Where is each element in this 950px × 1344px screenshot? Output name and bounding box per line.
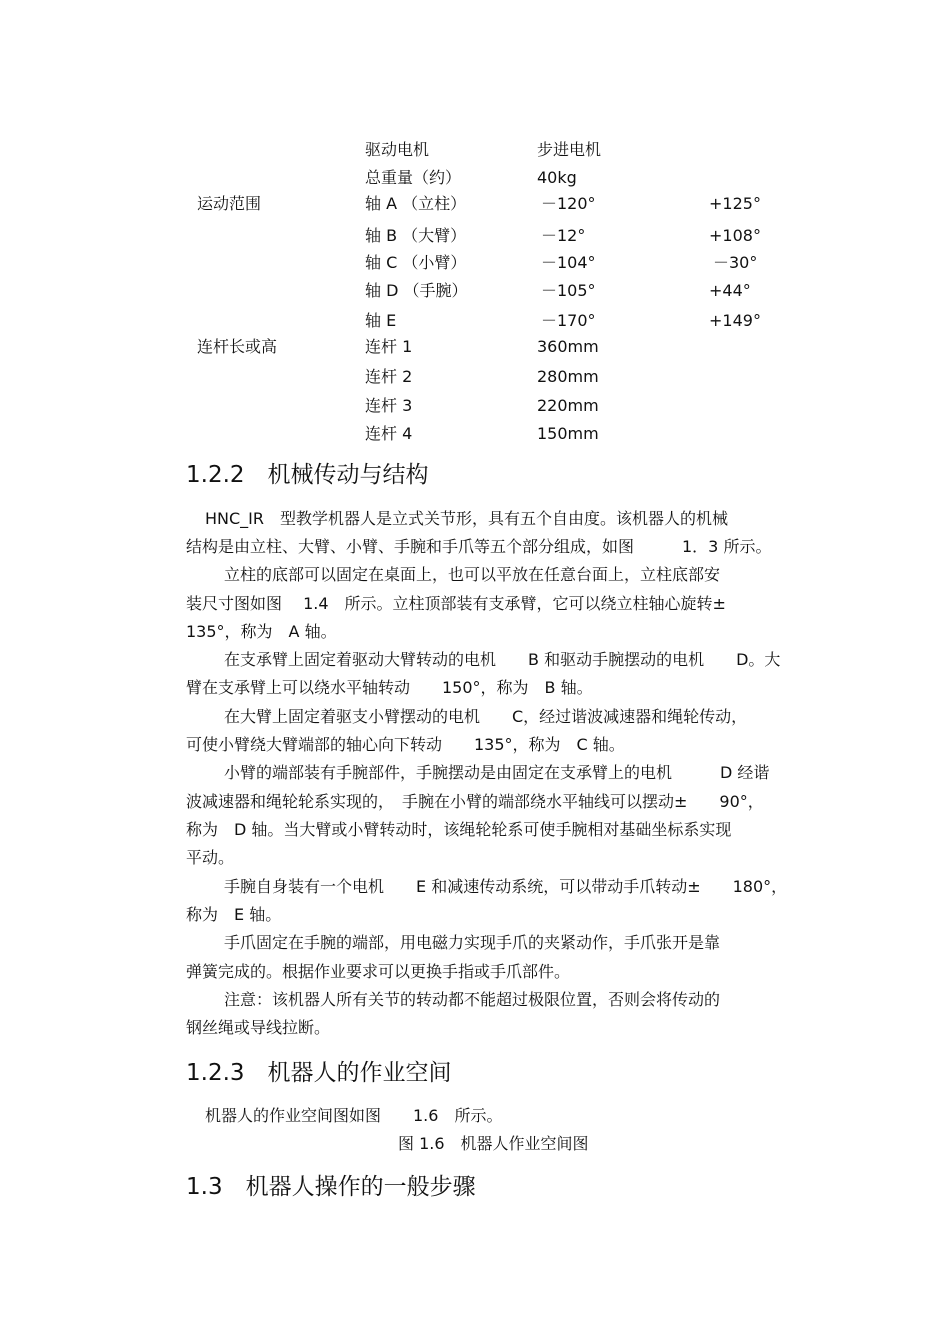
table-value-max: +125° — [709, 194, 761, 213]
paragraph-line: 小臂的端部装有手腕部件，手腕摆动是由固定在支承臂上的电机 D 经谐 — [224, 763, 770, 782]
paragraph-line: 平动。 — [186, 848, 235, 867]
table-item: 连杆 4 — [365, 424, 413, 443]
table-value-min: －105° — [541, 281, 596, 300]
table-item: 连杆 2 — [365, 367, 413, 386]
table-value: 步进电机 — [537, 140, 602, 159]
table-value-max: +44° — [709, 281, 751, 300]
paragraph-line: 手爪固定在手腕的端部，用电磁力实现手爪的夹紧动作，手爪张开是靠 — [224, 933, 721, 952]
table-value-min: －12° — [541, 226, 586, 245]
paragraph-line: HNC_IR 型教学机器人是立式关节形，具有五个自由度。该机器人的机械 — [205, 509, 729, 528]
section-heading: 1.2.2 机械传动与结构 — [186, 462, 429, 488]
table-value-max: +108° — [709, 226, 761, 245]
table-value-min: －120° — [541, 194, 596, 213]
table-value: 280mm — [537, 367, 599, 386]
table-item: 总重量（约） — [365, 168, 462, 187]
paragraph-line: 机器人的作业空间图如图 1.6 所示。 — [205, 1106, 503, 1125]
table-item: 轴 A （立柱） — [365, 194, 467, 213]
paragraph-line: 在支承臂上固定着驱动大臂转动的电机 B 和驱动手腕摆动的电机 D。大 — [224, 650, 781, 669]
table-item: 驱动电机 — [365, 140, 430, 159]
table-group: 连杆长或高 — [197, 337, 278, 356]
paragraph-line: 手腕自身装有一个电机 E 和减速传动系统，可以带动手爪转动± 180°， — [224, 877, 788, 896]
paragraph-line: 可使小臂绕大臂端部的轴心向下转动 135°，称为 C 轴。 — [186, 735, 625, 754]
table-value: 40kg — [537, 168, 577, 187]
table-item: 轴 D （手腕） — [365, 281, 468, 300]
paragraph-line: 称为 E 轴。 — [186, 905, 282, 924]
table-value: 150mm — [537, 424, 599, 443]
paragraph-line: 注意：该机器人所有关节的转动都不能超过极限位置，否则会将传动的 — [224, 990, 721, 1009]
paragraph-line: 结构是由立柱、大臂、小臂、手腕和手爪等五个部分组成，如图 1．3 所示。 — [186, 537, 772, 556]
paragraph-line: 臂在支承臂上可以绕水平轴转动 150°，称为 B 轴。 — [186, 678, 593, 697]
paragraph-line: 装尺寸图如图 1.4 所示。立柱顶部装有支承臂，它可以绕立柱轴心旋转± — [186, 594, 726, 613]
table-item: 轴 C （小臂） — [365, 253, 467, 272]
table-value-min: －104° — [541, 253, 596, 272]
table-group: 运动范围 — [197, 194, 262, 213]
paragraph-line: 135°，称为 A 轴。 — [186, 622, 337, 641]
table-item: 连杆 3 — [365, 396, 413, 415]
table-value-max: －30° — [713, 253, 758, 272]
paragraph-line: 称为 D 轴。当大臂或小臂转动时，该绳轮轮系可使手腕相对基础坐标系实现 — [186, 820, 732, 839]
table-value: 360mm — [537, 337, 599, 356]
section-heading: 1.3 机器人操作的一般步骤 — [186, 1174, 476, 1200]
figure-caption: 图 1.6 机器人作业空间图 — [398, 1134, 589, 1153]
paragraph-line: 弹簧完成的。根据作业要求可以更换手指或手爪部件。 — [186, 962, 571, 981]
table-item: 轴 E — [365, 311, 397, 330]
table-value: 220mm — [537, 396, 599, 415]
paragraph-line: 波减速器和绳轮轮系实现的， 手腕在小臂的端部绕水平轴线可以摆动± 90°， — [186, 792, 764, 811]
table-value-min: －170° — [541, 311, 596, 330]
paragraph-line: 在大臂上固定着驱支小臂摆动的电机 C，经过谐波减速器和绳轮传动， — [224, 707, 748, 726]
table-value-max: +149° — [709, 311, 761, 330]
section-heading: 1.2.3 机器人的作业空间 — [186, 1060, 452, 1086]
table-item: 轴 B （大臂） — [365, 226, 467, 245]
paragraph-line: 钢丝绳或导线拉断。 — [186, 1018, 331, 1037]
paragraph-line: 立柱的底部可以固定在桌面上，也可以平放在任意台面上，立柱底部安 — [224, 565, 721, 584]
table-item: 连杆 1 — [365, 337, 413, 356]
